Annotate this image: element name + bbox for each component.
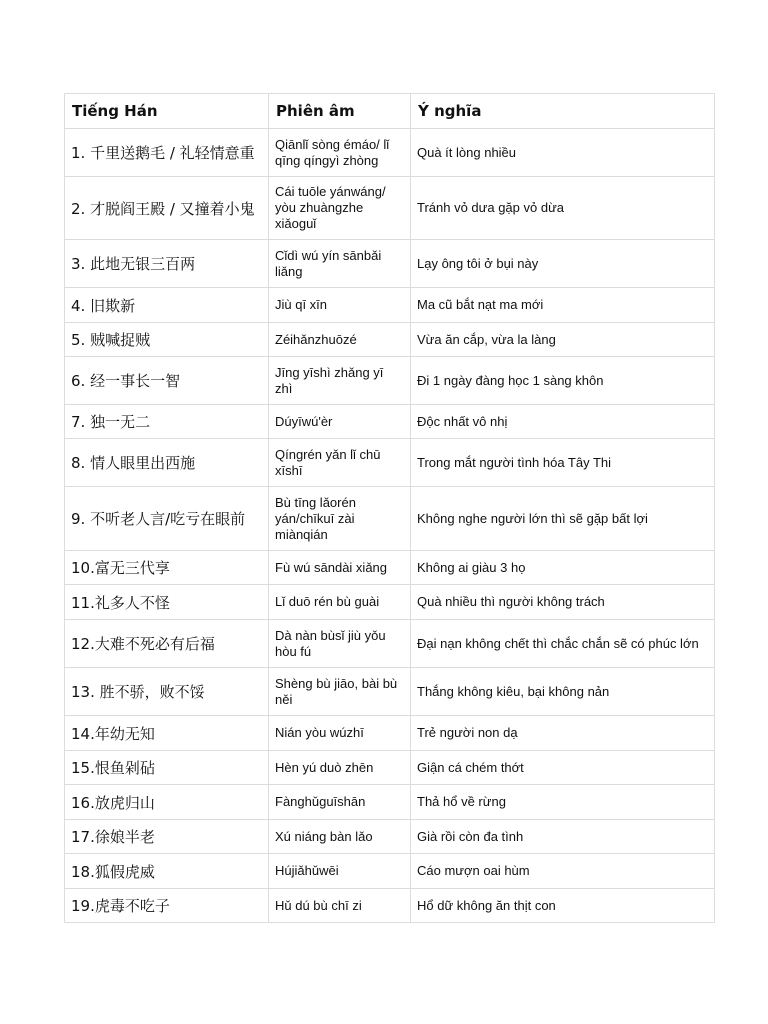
table-row [65, 439, 715, 487]
pinyin-cell: Cái tuōle yánwáng/ yòu zhuàngzhe xiǎoguǐ [269, 177, 411, 240]
meaning-cell: Ma cũ bắt nạt ma mới [411, 288, 715, 323]
chinese-cell: 7. 独一无二 [65, 405, 269, 439]
chinese-cell: 6. 经一事长一智 [65, 357, 269, 405]
table-row [65, 129, 715, 177]
chinese-cell: 15.恨鱼剁砧 [65, 751, 269, 785]
chinese-cell: 14.年幼无知 [65, 716, 269, 751]
idiom-table [64, 93, 715, 923]
table-row [65, 288, 715, 323]
meaning-cell: Thả hổ về rừng [411, 785, 715, 820]
table-row [65, 585, 715, 620]
header-pinyin: Phiên âm [269, 94, 411, 129]
pinyin-cell: Qíngrén yǎn lǐ chū xīshī [269, 439, 411, 487]
chinese-cell: 4. 旧欺新 [65, 288, 269, 323]
meaning-cell: Quà nhiều thì người không trách [411, 585, 715, 620]
chinese-cell: 10.富无三代享 [65, 551, 269, 585]
chinese-cell: 12.大难不死必有后福 [65, 620, 269, 668]
table-row [65, 785, 715, 820]
table-row [65, 854, 715, 889]
meaning-cell: Trẻ người non dạ [411, 716, 715, 751]
pinyin-cell: Jīng yīshì zhǎng yī zhì [269, 357, 411, 405]
chinese-cell: 11.礼多人不怪 [65, 585, 269, 620]
pinyin-cell: Hèn yú duò zhēn [269, 751, 411, 785]
table-row [65, 323, 715, 357]
chinese-cell: 19.虎毒不吃子 [65, 889, 269, 923]
pinyin-cell: Nián yòu wúzhī [269, 716, 411, 751]
table-row [65, 820, 715, 854]
pinyin-cell: Dúyīwú'èr [269, 405, 411, 439]
pinyin-cell: Shèng bù jiāo, bài bù něi [269, 668, 411, 716]
meaning-cell: Đại nạn không chết thì chắc chắn sẽ có phúc lớn [411, 620, 715, 668]
table-row [65, 177, 715, 240]
chinese-cell: 16.放虎归山 [65, 785, 269, 820]
chinese-cell: 8. 情人眼里出西施 [65, 439, 269, 487]
chinese-cell: 2. 才脱阎王殿 / 又撞着小鬼 [65, 177, 269, 240]
pinyin-cell: Fù wú sāndài xiǎng [269, 551, 411, 585]
meaning-cell: Đi 1 ngày đàng học 1 sàng khôn [411, 357, 715, 405]
meaning-cell: Độc nhất vô nhị [411, 405, 715, 439]
pinyin-cell: Dà nàn bùsǐ jiù yǒu hòu fú [269, 620, 411, 668]
meaning-cell: Quà ít lòng nhiều [411, 129, 715, 177]
pinyin-cell: Zéihǎnzhuōzé [269, 323, 411, 357]
meaning-cell: Hổ dữ không ăn thịt con [411, 889, 715, 923]
chinese-cell: 3. 此地无银三百两 [65, 240, 269, 288]
table-row [65, 668, 715, 716]
table-row [65, 751, 715, 785]
table-row [65, 889, 715, 923]
table-header-row [65, 94, 715, 129]
pinyin-cell: Cǐdì wú yín sānbǎi liǎng [269, 240, 411, 288]
table-row [65, 487, 715, 551]
chinese-cell: 18.狐假虎威 [65, 854, 269, 889]
pinyin-cell: Hújiǎhǔwēi [269, 854, 411, 889]
meaning-cell: Thắng không kiêu, bại không nản [411, 668, 715, 716]
pinyin-cell: Qiānlǐ sòng émáo/ lǐ qīng qíngyì zhòng [269, 129, 411, 177]
pinyin-cell: Fànghǔguīshān [269, 785, 411, 820]
table-row [65, 405, 715, 439]
meaning-cell: Lạy ông tôi ở bụi này [411, 240, 715, 288]
meaning-cell: Tránh vỏ dưa gặp vỏ dừa [411, 177, 715, 240]
table-row [65, 620, 715, 668]
chinese-cell: 17.徐娘半老 [65, 820, 269, 854]
header-meaning: Ý nghĩa [411, 94, 715, 129]
table-row [65, 240, 715, 288]
chinese-cell: 13. 胜不骄，败不馁 [65, 668, 269, 716]
meaning-cell: Không nghe người lớn thì sẽ gặp bất lợi [411, 487, 715, 551]
pinyin-cell: Jiù qī xīn [269, 288, 411, 323]
meaning-cell: Giận cá chém thớt [411, 751, 715, 785]
header-chinese: Tiếng Hán [65, 94, 269, 129]
pinyin-cell: Bù tīng lǎorén yán/chīkuī zài miànqián [269, 487, 411, 551]
meaning-cell: Trong mắt người tình hóa Tây Thi [411, 439, 715, 487]
pinyin-cell: Hǔ dú bù chī zi [269, 889, 411, 923]
table-row [65, 716, 715, 751]
chinese-cell: 1. 千里送鹅毛 / 礼轻情意重 [65, 129, 269, 177]
pinyin-cell: Lǐ duō rén bù guài [269, 585, 411, 620]
meaning-cell: Vừa ăn cắp, vừa la làng [411, 323, 715, 357]
meaning-cell: Không ai giàu 3 họ [411, 551, 715, 585]
meaning-cell: Già rồi còn đa tình [411, 820, 715, 854]
pinyin-cell: Xú niáng bàn lǎo [269, 820, 411, 854]
chinese-cell: 9. 不听老人言/吃亏在眼前 [65, 487, 269, 551]
chinese-cell: 5. 贼喊捉贼 [65, 323, 269, 357]
meaning-cell: Cáo mượn oai hùm [411, 854, 715, 889]
table-row [65, 357, 715, 405]
table-row [65, 551, 715, 585]
